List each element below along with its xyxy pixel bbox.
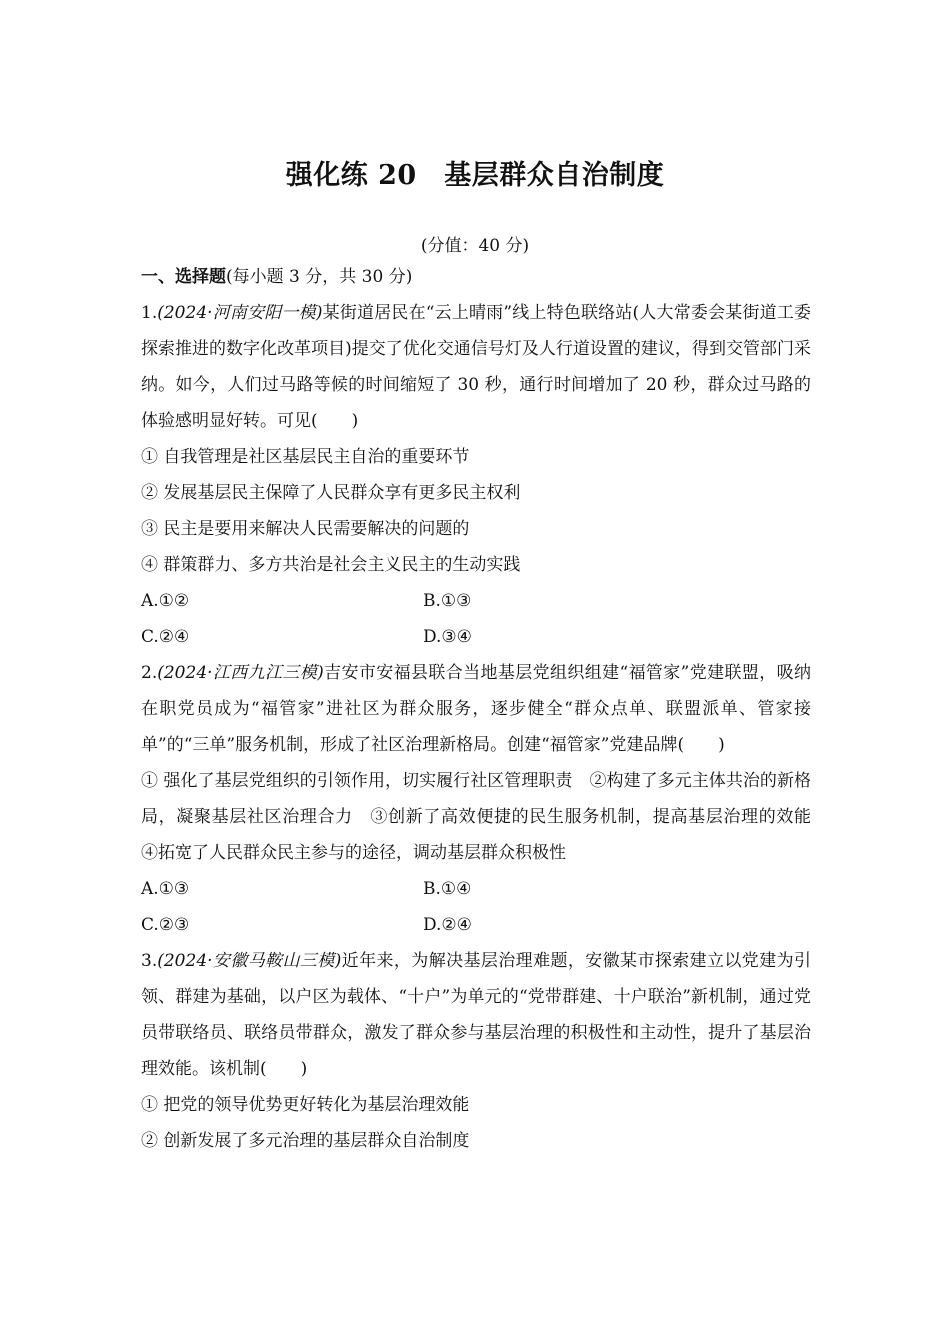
score-note: (分值：40 分) (420, 236, 530, 256)
option-a: A.①② (141, 591, 190, 611)
question-1-item: ① 自我管理是社区基层民主自治的重要环节 (141, 447, 470, 467)
question-number: 3. (141, 951, 158, 971)
question-number: 1. (141, 303, 158, 323)
question-source: (2024·安徽马鞍山三模) (157, 951, 342, 971)
question-3-stem (141, 943, 811, 1087)
section-note: (每小题 3 分，共 30 分) (226, 267, 413, 287)
question-text: 吉安市安福县联合当地基层党组织组建“福管家”党建联盟，吸纳在职党员成为“福管家”进社区为群众服务，逐步健全“群众点单、联盟派单、管家接单”的“三单”服务机制，形成了社区治理新格局。创建“福管家”党建品牌( ) (141, 663, 811, 755)
section-heading (141, 259, 811, 295)
question-2-stem (141, 655, 811, 763)
document-body (141, 259, 828, 1159)
option-b: B.①④ (423, 879, 472, 899)
question-3-item: ② 创新发展了多元治理的基层群众自治制度 (141, 1131, 470, 1151)
question-number: 2. (141, 663, 158, 683)
section-label: 一、选择题 (141, 267, 226, 287)
question-3-item: ① 把党的领导优势更好转化为基层治理效能 (141, 1095, 470, 1115)
question-1-item: ④ 群策群力、多方共治是社会主义民主的生动实践 (141, 555, 521, 575)
question-2-options-row (141, 907, 811, 943)
option-d: D.③④ (423, 627, 472, 647)
question-source: (2024·江西九江三模) (157, 663, 324, 683)
question-1-stem (141, 295, 811, 439)
question-1-item: ③ 民主是要用来解决人民需要解决的问题的 (141, 519, 470, 539)
question-text: 近年来，为解决基层治理难题，安徽某市探索建立以党建为引领、群建为基础，以户区为载体、“十户”为单元的“党带群建、十户联治”新机制，通过党员带联络员、联络员带群众，激发了群众参与基层治理的积极性和主动性，提升了基层治理效能。该机制( ) (141, 951, 811, 1079)
option-c: C.②③ (141, 915, 190, 935)
question-1-options-row (141, 583, 811, 619)
page-title: 强化练 20 基层群众自治制度 (285, 160, 665, 191)
question-2-items: ① 强化了基层党组织的引领作用，切实履行社区管理职责 ②构建了多元主体共治的新格局，凝聚基层社区治理合力 ③创新了高效便捷的民生服务机制，提高基层治理的效能 ④拓宽了人民群众民主参与的途径，调动基层群众积极性 (141, 771, 828, 863)
option-a: A.①③ (141, 879, 190, 899)
question-1-item: ② 发展基层民主保障了人民群众享有更多民主权利 (141, 483, 521, 503)
option-b: B.①③ (423, 591, 472, 611)
question-source: (2024·河南安阳一模) (157, 303, 323, 323)
question-text: 某街道居民在“云上晴雨”线上特色联络站(人大常委会某街道工委探索推进的数字化改革项目)提交了优化交通信号灯及人行道设置的建议，得到交管部门采纳。如今，人们过马路等候的时间缩短了 30 秒，通行时间增加了 20 秒，群众过马路的体验感明显好转。可见( ) (141, 303, 812, 431)
option-d: D.②④ (423, 915, 472, 935)
question-2-options-row (141, 871, 811, 907)
question-1-options-row (141, 619, 811, 655)
option-c: C.②④ (141, 627, 190, 647)
